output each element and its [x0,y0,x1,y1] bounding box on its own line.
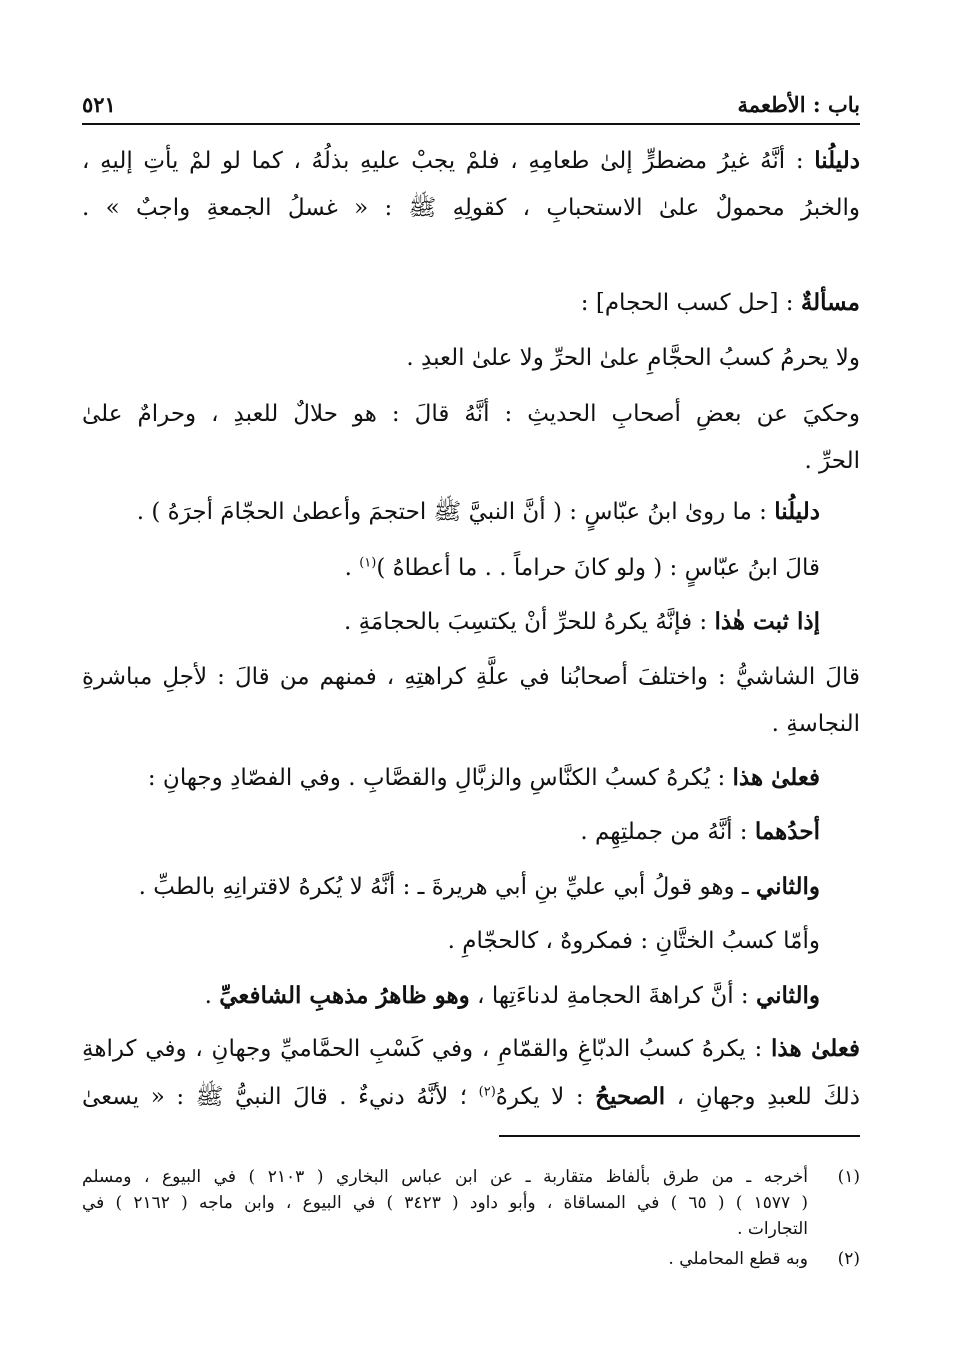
text-run: الحرِّ . [804,448,860,474]
text-line [345,553,820,583]
text-run: قالَ ابنُ عبّاسٍ : ( ولو كانَ حراماً . . ما أعطاهُ ) [376,555,820,581]
text-line [344,607,820,637]
text-run: : أنَّ كراهةَ الحجامةِ لدناءَتِها ، [469,983,756,1009]
text-run: ؛ لأنَّهُ دنيءٌ . قالَ النبيُّ ﷺ : « يسعىٰ [82,1084,479,1110]
footnote-line: أخرجه ـ من طرق بألفاظ متقاربة ـ عن ابن عباس البخاري ( ٢١٠٣ ) في البيوع ، ومسلم [82,1167,808,1187]
footnote-rule [499,1135,860,1137]
text-run: ذلكَ للعبدِ وجهانِ ، [665,1084,860,1110]
text-line [580,817,820,847]
page-header [82,84,860,124]
text-run: ولا يحرمُ كسبُ الحجَّامِ علىٰ الحرِّ ولا علىٰ العبدِ . [406,345,860,371]
text-line [82,146,860,176]
chapter-title: باب : الأطعمة [737,91,860,117]
text-line [772,709,860,739]
footnote-ref: (٢) [478,1084,496,1100]
text-run: . [204,983,220,1009]
text-line [82,662,860,692]
text-run: : ما روىٰ ابنُ عبّاسٍ : ( أنَّ النبيَّ ﷺ احتجمَ وأعطىٰ الحجّامَ أجرَهُ ) . [136,499,775,525]
text-run: : يُكرهُ كسبُ الكنَّاسِ والزبَّالِ والقصَّابِ . وفي الفصّادِ وجهانِ : [147,765,733,791]
issue-heading [581,288,860,318]
text-run: والخبرُ محمولٌ علىٰ الاستحبابِ ، كقولِهِ ﷺ : « غسلُ الجمعةِ واجبٌ » . [82,195,860,221]
bold-term: وهو ظاهرُ مذهبِ الشافعيِّ [219,982,470,1009]
text-run: قالَ الشاشيُّ : واختلفَ أصحابُنا في علَّةِ كراهتِهِ ، فمنهم من قالَ : لأجلِ مباشرةِ [82,664,860,690]
footnote-line: ( ١٥٧٧ ) ( ٦٥ ) في المساقاة ، وأبو داود ( ٣٤٢٣ ) في البيوع ، وابن ماجه ( ٢١٦٢ ) في [82,1193,808,1213]
text-run: . [344,555,360,581]
footnote [82,1164,860,1242]
text-line [804,446,860,476]
text-run: : فإنَّهُ يكرهُ للحرِّ أنْ يكتسِبَ بالحجامَةِ . [343,609,715,635]
header-rule [82,123,860,125]
text-line [82,1034,860,1064]
text-run: : أنَّهُ من جملتِهِم . [580,819,755,845]
bold-term: الصحيحُ [595,1083,666,1110]
text-run: : أنَّهُ غيرُ مضطرٍّ إلىٰ طعامِهِ ، فلمْ يجبْ عليهِ بذلُهُ ، كما لو لمْ يأتِ إليهِ ، [82,148,815,174]
footnote-line: التجارات . [737,1219,808,1239]
bold-term: دليلُنا [774,498,820,525]
text-run: ـ وهو قولُ أبي عليِّ بنِ أبي هريرةَ ـ : أنَّهُ لا يُكرهُ لاقترانِهِ بالطبِّ . [138,874,756,900]
text-line [139,872,820,902]
text-line [205,981,820,1011]
footnote-number: (١) [837,1167,860,1187]
text-run: : [حل كسب الحجام] : [580,290,801,316]
text-line [82,399,860,429]
text-line [82,193,860,223]
text-run: وأمّا كسبُ الختَّانِ : فمكروهٌ ، كالحجّامِ . [447,928,820,954]
text-line [137,497,820,527]
text-line [82,1082,860,1112]
text-line [448,926,820,956]
text-run: : يكرهُ كسبُ الدبّاغِ والقمّامِ ، وفي كَسْبِ الحمَّاميِّ وجهانِ ، وفي كراهةِ [82,1036,772,1062]
bold-term: والثاني [755,873,820,900]
bold-term: والثاني [755,982,820,1009]
bold-term: فعلىٰ هذا [732,764,820,791]
bold-term: فعلىٰ هذا [771,1035,860,1062]
text-run: : لا يكرهُ [495,1084,596,1110]
footnote [82,1246,860,1272]
footnote-number: (٢) [837,1249,860,1269]
bold-term: إذا ثبت هٰذا [714,608,820,635]
bold-term: أحدُهما [754,818,820,845]
text-run: النجاسةِ . [771,711,860,737]
text-line [148,763,820,793]
footnote-line: وبه قطع المحاملي . [668,1249,808,1269]
text-line [406,343,860,373]
page-number: ٥٢١ [82,91,116,117]
bold-term: دليلُنا [814,147,860,174]
text-run: وحكيَ عن بعضِ أصحابِ الحديثِ : أنَّهُ قالَ : هو حلالٌ للعبدِ ، وحرامٌ علىٰ [82,401,860,427]
footnote-ref: (١) [359,555,377,571]
bold-term: مسألةٌ [800,289,860,316]
